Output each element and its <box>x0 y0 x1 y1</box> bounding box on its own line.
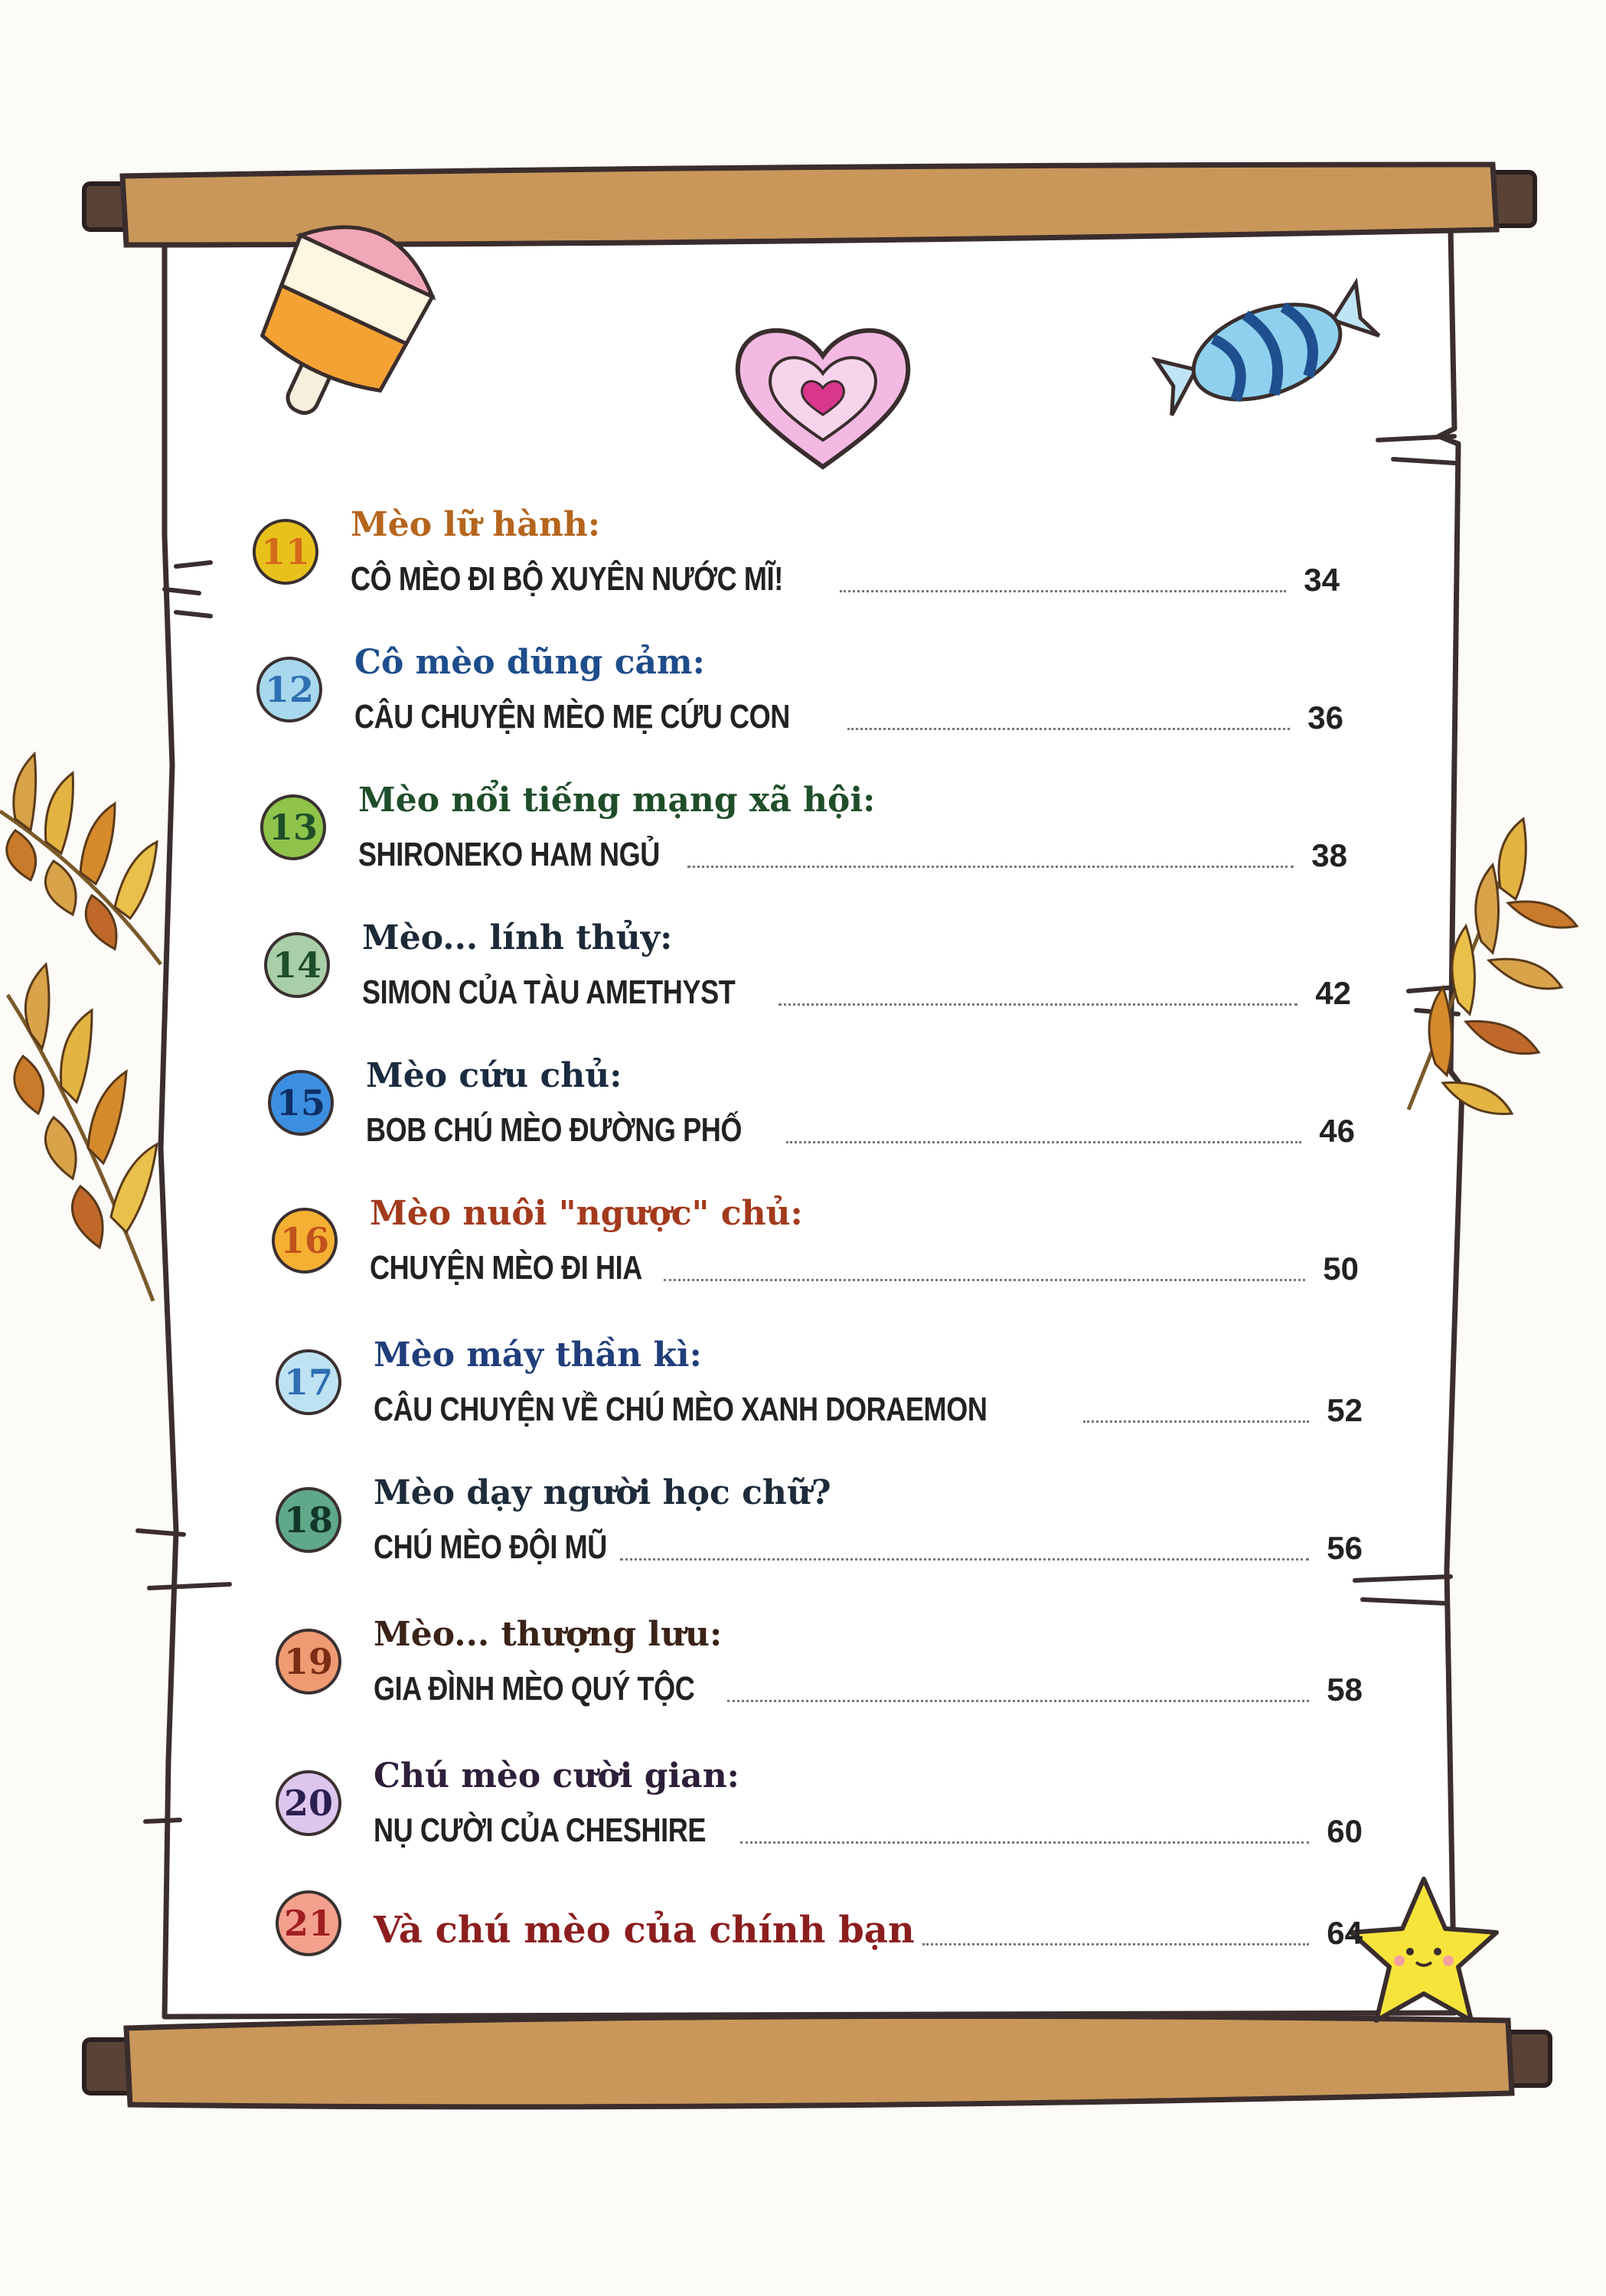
chapter-title: CHÚ MÈO ĐỘI MŨ <box>374 1528 607 1566</box>
toc-entry[interactable] <box>253 505 1340 635</box>
chapter-title-row <box>362 966 1351 1012</box>
chapter-title-row <box>374 1898 1363 1952</box>
toc-entry[interactable] <box>276 1615 1363 1745</box>
leader-dots <box>727 1700 1310 1702</box>
chapter-category: Mèo... lính thủy: <box>362 918 673 957</box>
chapter-category: Mèo... thượng lưu: <box>374 1615 723 1654</box>
chapter-number-badge: 19 <box>276 1629 341 1694</box>
chapter-number-badge: 17 <box>276 1349 341 1415</box>
chapter-number-badge: 14 <box>264 932 330 998</box>
leader-dots <box>840 590 1286 592</box>
chapter-number-badge: 21 <box>276 1890 341 1956</box>
toc-entry[interactable] <box>256 643 1343 773</box>
chapter-title: SHIRONEKO HAM NGỦ <box>358 836 660 873</box>
page-number: 34 <box>1304 562 1340 598</box>
page-number: 42 <box>1315 975 1351 1011</box>
chapter-title-row <box>374 1662 1363 1708</box>
chapter-number-badge: 12 <box>256 657 322 722</box>
chapter-title: CÔ MÈO ĐI BỘ XUYÊN NƯỚC MĨ! <box>351 560 783 598</box>
page-number: 50 <box>1323 1251 1359 1287</box>
page-number: 56 <box>1327 1530 1363 1566</box>
toc-entry[interactable] <box>276 1336 1363 1466</box>
toc-entry[interactable] <box>276 1756 1363 1887</box>
chapter-title-row <box>366 1104 1355 1150</box>
chapter-title: GIA ĐÌNH MÈO QUÝ TỘC <box>374 1670 695 1707</box>
page-number: 38 <box>1311 837 1347 873</box>
page-number: 52 <box>1327 1392 1363 1428</box>
chapter-title-row <box>374 1521 1363 1567</box>
page-number: 60 <box>1327 1813 1363 1849</box>
leader-dots <box>1083 1420 1309 1423</box>
chapter-number-badge: 13 <box>260 794 326 860</box>
leader-dots <box>786 1141 1301 1143</box>
toc-entry[interactable] <box>276 1898 1363 2028</box>
page-number: 36 <box>1307 700 1343 735</box>
chapter-title: BOB CHÚ MÈO ĐƯỜNG PHỐ <box>366 1111 743 1149</box>
chapter-title-row <box>374 1383 1363 1429</box>
chapter-title: CÂU CHUYỆN MÈO MẸ CỨU CON <box>354 698 790 735</box>
chapter-category: Mèo dạy người học chữ? <box>374 1473 831 1512</box>
chapter-number-badge: 11 <box>253 519 318 585</box>
leader-dots <box>922 1943 1309 1945</box>
chapter-title: CHUYỆN MÈO ĐI HIA <box>370 1249 642 1287</box>
chapter-category: Mèo máy thần kì: <box>374 1336 702 1375</box>
chapter-title-row <box>374 1804 1363 1850</box>
chapter-title-row <box>354 690 1343 736</box>
toc-entry[interactable] <box>260 781 1347 911</box>
chapter-number-badge: 20 <box>276 1770 341 1836</box>
chapter-number-badge: 15 <box>268 1070 334 1136</box>
chapter-title: NỤ CƯỜI CỦA CHESHIRE <box>374 1812 707 1849</box>
leader-dots <box>620 1558 1309 1561</box>
toc-entry[interactable] <box>264 918 1351 1049</box>
chapter-title: SIMON CỦA TÀU AMETHYST <box>362 974 736 1011</box>
leader-dots <box>779 1003 1298 1006</box>
chapter-category: Mèo lữ hành: <box>351 505 601 544</box>
page-number: 58 <box>1327 1671 1363 1707</box>
chapter-title-row <box>370 1241 1359 1287</box>
chapter-category: Chú mèo cười gian: <box>374 1756 739 1795</box>
chapter-title-row <box>358 828 1347 874</box>
toc-entry[interactable] <box>272 1194 1359 1324</box>
chapter-category: Cô mèo dũng cảm: <box>354 643 705 682</box>
page-number: 46 <box>1319 1113 1355 1149</box>
toc-entry[interactable] <box>268 1056 1355 1186</box>
chapter-category: Và chú mèo của chính bạn <box>374 1909 915 1952</box>
chapter-category: Mèo nuôi "ngược" chủ: <box>370 1194 803 1233</box>
chapter-category: Mèo cứu chủ: <box>366 1056 622 1095</box>
leader-dots <box>847 728 1290 730</box>
chapter-number-badge: 18 <box>276 1487 341 1553</box>
chapter-number-badge: 16 <box>272 1208 338 1274</box>
leader-dots <box>664 1279 1305 1281</box>
page-number: 64 <box>1327 1915 1363 1951</box>
chapter-category: Mèo nổi tiếng mạng xã hội: <box>358 781 876 820</box>
leader-dots <box>687 866 1294 868</box>
chapter-title-row <box>351 553 1340 598</box>
chapter-title: CÂU CHUYỆN VỀ CHÚ MÈO XANH DORAEMON <box>374 1391 987 1428</box>
leader-dots <box>740 1841 1309 1844</box>
toc-entry[interactable] <box>276 1473 1363 1603</box>
